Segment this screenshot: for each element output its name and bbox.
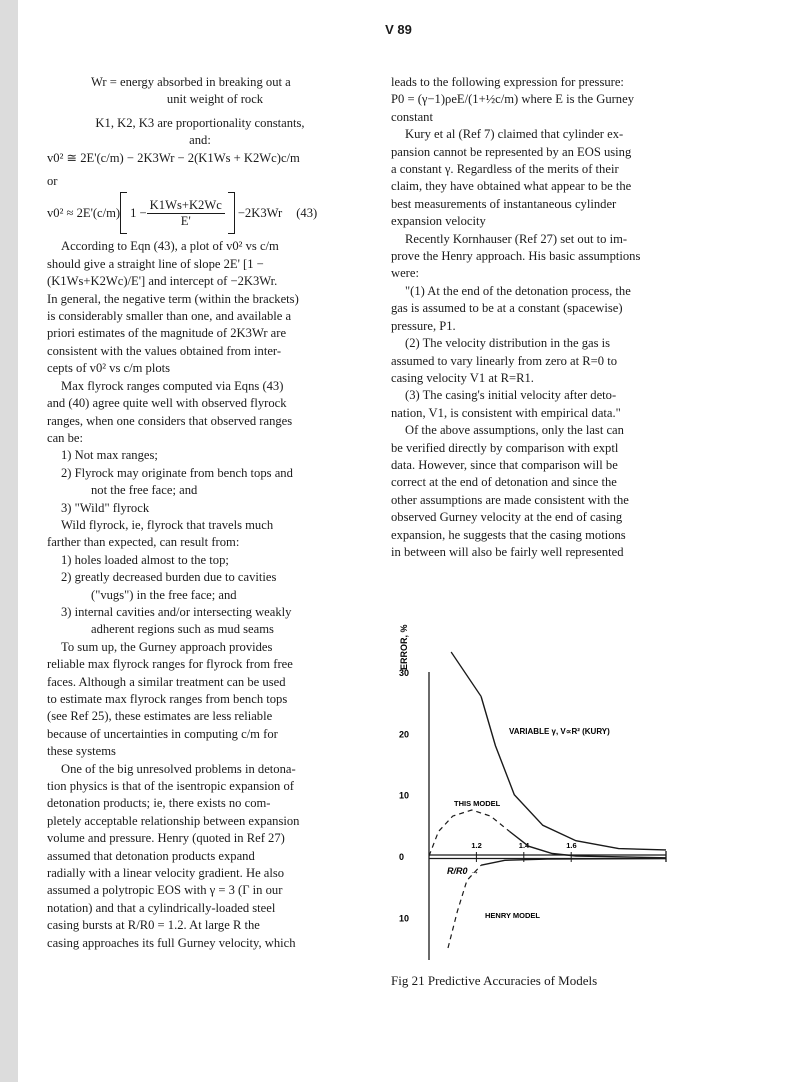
text-line: constant bbox=[391, 109, 433, 124]
text-line: observed Gurney velocity at the end of casing bbox=[391, 510, 623, 525]
text-line: unit weight of rock bbox=[166, 92, 264, 107]
text-line: expansion, he suggests that the casing motions bbox=[391, 527, 626, 542]
text-line: According to Eqn (43), a plot of v0² vs c/m bbox=[61, 239, 279, 254]
y-tick-label: 20 bbox=[399, 729, 410, 740]
text-line: casing bursts at R/R0 = 1.2. At large R the bbox=[47, 918, 260, 933]
equation-43-lhs: v0² ≈ 2E'(c/m) bbox=[47, 205, 121, 220]
figure-21-chart bbox=[391, 610, 681, 970]
text-line: these systems bbox=[47, 744, 116, 759]
error-chart-svg bbox=[391, 610, 681, 970]
series-kury-line bbox=[481, 697, 666, 850]
text-line: notation) and that a cylindrically-loaded steel bbox=[47, 900, 276, 915]
y-tick-label: 30 bbox=[399, 668, 410, 678]
text-line: in between will also be fairly well represented bbox=[391, 544, 624, 559]
series-this-model-dashed bbox=[429, 810, 510, 856]
text-line: ranges, when one considers that observed ranges bbox=[47, 413, 293, 428]
text-line: (K1Ws+K2Wc)/E'] and intercept of −2K3Wr. bbox=[47, 274, 278, 289]
text-line: volume and pressure. Henry (quoted in Ref 27) bbox=[47, 831, 285, 846]
text-line: and (40) agree quite well with observed flyrock bbox=[47, 396, 287, 411]
text-line: 1) holes loaded almost to the top; bbox=[61, 552, 229, 567]
text-line: P0 = (γ−1)ρeE/(1+½c/m) where E is the Gurney bbox=[391, 92, 634, 107]
equation-43-one-minus: 1 − bbox=[130, 205, 147, 220]
text-line: pansion cannot be represented by an EOS using bbox=[391, 144, 632, 159]
x-marker-label: 1.4 bbox=[518, 841, 530, 850]
page-margin-shadow bbox=[0, 0, 18, 1082]
text-line: gas is assumed to be at a constant (spacewise) bbox=[391, 301, 623, 316]
text-line: (3) The casing's initial velocity after deto- bbox=[405, 388, 617, 403]
text-line: cepts of v0² vs c/m plots bbox=[47, 361, 171, 376]
left-column bbox=[47, 74, 353, 952]
text-line: Wr = energy absorbed in breaking out a bbox=[91, 75, 291, 89]
text-line: nation, V1, is consistent with empirical data." bbox=[391, 405, 621, 420]
text-line: other assumptions are made consistent with the bbox=[391, 492, 629, 507]
text-line: leads to the following expression for pressure: bbox=[391, 75, 624, 89]
text-line: farther than expected, can result from: bbox=[47, 535, 240, 550]
text-line: Max flyrock ranges computed via Eqns (43) bbox=[61, 378, 284, 393]
text-line: be verified directly by comparison with exptl bbox=[391, 440, 619, 455]
text-line: assumed to vary linearly from zero at R=0 to bbox=[391, 353, 618, 368]
text-line: Wild flyrock, ie, flyrock that travels much bbox=[61, 517, 274, 532]
text-line: 2) greatly decreased burden due to cavities bbox=[61, 570, 277, 585]
text-line: (see Ref 25), these estimates are less reliable bbox=[47, 709, 273, 724]
text-line: and: bbox=[189, 133, 211, 148]
text-line: 3) internal cavities and/or intersecting weakly bbox=[61, 604, 292, 619]
text-line: because of uncertainties in computing c/m for bbox=[47, 726, 278, 741]
text-line: claim, they have obtained what appear to be the bbox=[391, 179, 632, 194]
text-line: casing approaches its full Gurney velocity, which bbox=[47, 935, 296, 950]
x-marker-label: 1.2 bbox=[471, 841, 482, 850]
text-line: tion physics is that of the isentropic expansion of bbox=[47, 779, 294, 794]
text-line: casing velocity V1 at R=R1. bbox=[391, 370, 534, 385]
text-line: Of the above assumptions, only the last can bbox=[405, 423, 624, 438]
annotation-henry-model: HENRY MODEL bbox=[485, 911, 541, 920]
equation-43-number: (43) bbox=[296, 205, 318, 220]
series-henry-model-dashed bbox=[448, 865, 481, 948]
equation-43-denominator: E' bbox=[180, 213, 191, 228]
text-line: pressure, P1. bbox=[391, 318, 456, 333]
right-column bbox=[391, 74, 697, 561]
series-this-model-solid bbox=[510, 832, 666, 858]
equation-line: v0² ≅ 2E'(c/m) − 2K3Wr − 2(K1Ws + K2Wc)c/m bbox=[47, 150, 300, 165]
text-line: 2) Flyrock may originate from bench tops and bbox=[61, 465, 293, 480]
annotation-kury: VARIABLE γ, V∝R² (KURY) bbox=[509, 727, 610, 736]
text-line: or bbox=[47, 174, 58, 189]
series-kury-lead bbox=[451, 652, 481, 697]
text-line: radially with a linear velocity gradient. He also bbox=[47, 866, 285, 881]
text-line: 1) Not max ranges; bbox=[61, 448, 158, 463]
text-line: One of the big unresolved problems in detona- bbox=[61, 761, 296, 776]
text-line: assumed a polytropic EOS with γ = 3 (Γ in our bbox=[47, 883, 283, 898]
text-line: In general, the negative term (within the brackets) bbox=[47, 291, 299, 306]
text-line: should give a straight line of slope 2E' [1 − bbox=[47, 256, 264, 271]
text-line: 3) "Wild" flyrock bbox=[61, 500, 150, 515]
text-line: Recently Kornhauser (Ref 27) set out to im- bbox=[405, 231, 628, 246]
text-line: ("vugs") in the free face; and bbox=[91, 587, 237, 602]
text-line: priori estimates of the magnitude of 2K3Wr are bbox=[47, 326, 287, 341]
text-line: "(1) At the end of the detonation process, the bbox=[405, 283, 631, 298]
text-line: prove the Henry approach. His basic assumptions bbox=[391, 249, 641, 264]
equation-43-tail: −2K3Wr bbox=[237, 205, 283, 220]
y-tick-label: 10 bbox=[399, 790, 410, 801]
text-line: (2) The velocity distribution in the gas is bbox=[405, 336, 611, 351]
text-line: reliable max flyrock ranges for flyrock from free bbox=[47, 657, 293, 672]
y-tick-label: 0 bbox=[399, 852, 405, 862]
y-tick-label: 10 bbox=[399, 913, 410, 924]
text-line: adherent regions such as mud seams bbox=[91, 622, 274, 637]
equation-43-numerator: K1Ws+K2Wc bbox=[147, 198, 225, 214]
text-line: correct at the end of detonation and since the bbox=[391, 475, 617, 490]
equation-43-left-bracket bbox=[120, 192, 127, 234]
y-axis-label: ERROR, % bbox=[399, 624, 409, 670]
page-number: V 89 bbox=[385, 22, 412, 37]
figure-caption: Fig 21 Predictive Accuracies of Models bbox=[391, 973, 598, 988]
equation-43 bbox=[47, 192, 353, 234]
series-henry-model-solid bbox=[481, 859, 666, 866]
text-line: Kury et al (Ref 7) claimed that cylinder ex- bbox=[405, 127, 624, 142]
text-line: is considerably smaller than one, and available a bbox=[47, 309, 292, 324]
text-line: To sum up, the Gurney approach provides bbox=[61, 639, 273, 654]
text-line: expansion velocity bbox=[391, 214, 486, 229]
text-line: were: bbox=[391, 266, 419, 281]
text-line: consistent with the values obtained from inter- bbox=[47, 343, 282, 358]
x-marker-label: 1.6 bbox=[566, 841, 577, 850]
text-line: pletely acceptable relationship between expansion bbox=[47, 813, 300, 828]
text-line: K1, K2, K3 are proportionality constants, bbox=[95, 115, 305, 130]
annotation-r-over-r0: R/R0 → bbox=[447, 866, 480, 876]
text-line: to estimate max flyrock ranges from bench tops bbox=[47, 692, 288, 706]
text-line: data. However, since that comparison will be bbox=[391, 457, 618, 472]
text-line: can be: bbox=[47, 430, 84, 445]
text-line: a constant γ. Regardless of the merits of their bbox=[391, 162, 619, 177]
equation-43-fraction bbox=[147, 198, 225, 229]
text-line: detonation products; ie, there exists no com- bbox=[47, 796, 271, 811]
text-line: not the free face; and bbox=[91, 483, 198, 498]
equation-43-right-bracket bbox=[228, 192, 235, 234]
annotation-this-model: THIS MODEL bbox=[454, 799, 501, 808]
text-line: assumed that detonation products expand bbox=[47, 848, 255, 863]
text-line: faces. Although a similar treatment can be used bbox=[47, 674, 286, 689]
text-line: best measurements of instantaneous cylinder bbox=[391, 196, 617, 211]
